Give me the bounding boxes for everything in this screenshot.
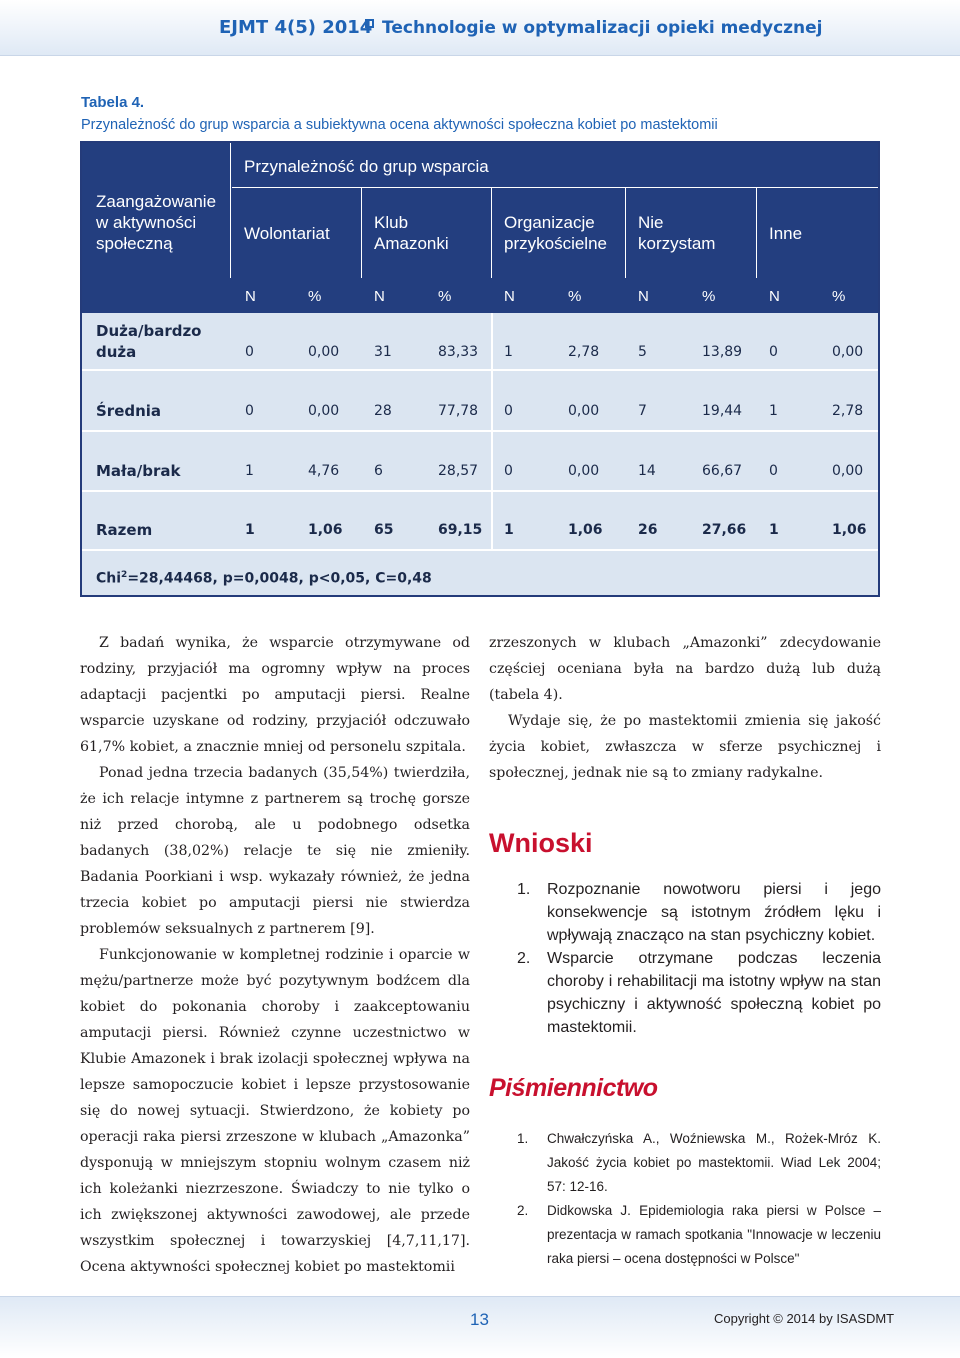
corner-header xyxy=(82,143,231,278)
column-header-line: Organizacje xyxy=(504,213,595,232)
column-header-inne xyxy=(756,188,878,278)
column-header-line: Wolontariat xyxy=(244,223,330,243)
table-cell: 1,06 xyxy=(832,522,867,538)
conclusions-heading: Wnioski xyxy=(489,828,593,858)
column-header-wolontariat xyxy=(232,188,361,278)
row-label-line: duża xyxy=(96,343,137,361)
paragraph: zrzeszonych w klubach „Amazonki” zdecydowanie częściej oceniana była na bardzo dużą lub dużą (tabela 4). xyxy=(489,635,881,703)
table-cell: 0 xyxy=(504,463,513,479)
unit-label: % xyxy=(568,288,582,305)
column-header-klub-amazonki xyxy=(361,188,491,278)
row-label: Mała/brak xyxy=(96,462,181,480)
table-cell: 5 xyxy=(638,344,647,360)
corner-header-line: Zaangażowanie xyxy=(96,192,217,211)
column-header-line: Nie xyxy=(638,213,664,232)
conclusions-list xyxy=(517,878,881,1039)
table-cell: 0 xyxy=(245,403,254,419)
table-cell: 6 xyxy=(374,463,383,479)
stat-values: =28,44468, p=0,0048, p<0,05, C=0,48 xyxy=(127,570,432,587)
table-cell: 66,67 xyxy=(702,463,743,479)
row-label: Razem xyxy=(96,521,153,539)
table-cell: 0,00 xyxy=(568,403,600,419)
column-header-line: korzystam xyxy=(638,234,716,253)
list-number: 2. xyxy=(517,950,531,967)
table-cell: 19,44 xyxy=(702,403,743,419)
table-row xyxy=(82,374,878,432)
table-cell: 1 xyxy=(504,522,514,538)
reference-item xyxy=(517,1199,881,1271)
table-caption: Przynależność do grup wsparcia a subiektywna ocena aktywności społeczna kobiet po mastektomii xyxy=(81,117,718,133)
table-cell: 28 xyxy=(374,403,392,419)
column-header-line: Amazonki xyxy=(374,234,449,253)
page-number: 13 xyxy=(470,1310,489,1329)
table-cell: 26 xyxy=(638,522,658,538)
table-row-total xyxy=(82,493,878,551)
column-header-line: Inne xyxy=(769,223,803,243)
table-cell: 0,00 xyxy=(832,463,864,479)
chi-square-result xyxy=(96,570,432,587)
table-cell: 27,66 xyxy=(702,522,747,538)
corner-header-line: społeczną xyxy=(96,234,173,253)
journal-subtitle: Technologie w optymalizacji opieki medycznej xyxy=(382,18,823,38)
paragraph: Wydaje się, że po mastektomii zmienia się jakość życia kobiet, zwłaszcza w sferze psychicznej i społecznej, jednak nie są to zmiany radykalne. xyxy=(489,713,881,781)
reference-number: 2. xyxy=(517,1203,529,1218)
table-cell: 0 xyxy=(504,403,513,419)
table-cell: 65 xyxy=(374,522,394,538)
paragraph: Funkcjonowanie w kompletnej rodzinie i oparcie w mężu/partnerze może być pozytywnym bodźcem dla kobiet do pokonania choroby i zaakceptowaniu amputacji piersi. Również czynne uczestnictwo w Klubie Amazonek i brak izolacji społecznej wpływa na lepsze samopoczucie kobiet i lepsze przystosowanie się do nowej sytuacji. Stwierdzono, że kobiety po operacji raka piersi zrzeszone w klubach „Amazonka” dysponują w mniejszym stopniu wolnym czasem niż ich koleżanki niezrzeszone. Świadczy to nie tylko o ich zwiększonej aktywności zawodowej, ale przede wszystkim społecznej i towarzyskiej [4,7,11,17]. Ocena aktywności społecznej kobiet po mastektomii xyxy=(80,947,470,1275)
table-cell: 1 xyxy=(245,463,254,479)
copyright-notice: Copyright © 2014 by ISASDMT xyxy=(714,1311,895,1326)
list-item xyxy=(517,878,881,947)
table-cell: 14 xyxy=(638,463,656,479)
table-cell: 69,15 xyxy=(438,522,483,538)
table-cell: 2,78 xyxy=(568,344,600,360)
unit-label: N xyxy=(504,288,515,305)
table-cell: 83,33 xyxy=(438,344,479,360)
unit-label: % xyxy=(702,288,716,305)
table-cell: 0 xyxy=(769,344,778,360)
separator-square-icon xyxy=(365,19,374,28)
table-cell: 0,00 xyxy=(568,463,600,479)
table-cell: 1 xyxy=(769,522,779,538)
table-cell: 1,06 xyxy=(568,522,603,538)
paragraph: Z badań wynika, że wsparcie otrzymywane od rodziny, przyjaciół ma ogromny wpływ na proces adaptacji pacjentki po amputacji piersi. Realne wsparcie uzyskane od rodziny, przyjaciół odczuwało 61,7% kobiet, a znacznie mniej od personelu szpitala. xyxy=(80,635,470,755)
unit-label: N xyxy=(374,288,385,305)
unit-label: % xyxy=(438,288,452,305)
unit-label: % xyxy=(308,288,322,305)
references-heading: Piśmiennictwo xyxy=(489,1074,658,1102)
unit-label: N xyxy=(769,288,780,305)
column-divider xyxy=(491,313,493,551)
table-cell: 31 xyxy=(374,344,392,360)
table-cell: 1 xyxy=(769,403,778,419)
row-label-line: Duża/bardzo xyxy=(96,322,202,340)
table-cell: 0 xyxy=(769,463,778,479)
table-cell: 0,00 xyxy=(308,403,340,419)
column-header-line: Klub xyxy=(374,213,409,232)
list-number: 1. xyxy=(517,881,531,898)
table-label: Tabela 4. xyxy=(81,94,145,111)
references-list xyxy=(517,1127,881,1271)
table-cell: 0,00 xyxy=(308,344,340,360)
list-item xyxy=(517,947,881,1039)
row-label xyxy=(96,321,202,363)
table-cell: 4,76 xyxy=(308,463,340,479)
unit-label: N xyxy=(638,288,649,305)
table-cell: 13,89 xyxy=(702,344,743,360)
column-header-organizacje xyxy=(491,188,625,278)
support-groups-table xyxy=(80,141,880,597)
reference-number: 1. xyxy=(517,1131,529,1146)
column-header-nie-korzystam xyxy=(625,188,756,278)
table-cell: 0 xyxy=(245,344,254,360)
list-text: Wsparcie otrzymane podczas leczenia choroby i rehabilitacji ma istotny wpływ na stan psychiczny i aktywność społeczną kobiet po mastektomii. xyxy=(547,950,881,1036)
body-left-column xyxy=(80,630,470,1280)
unit-label: % xyxy=(832,288,846,305)
table-cell: 2,78 xyxy=(832,403,864,419)
table-cell: 1 xyxy=(504,344,513,360)
body-right-column xyxy=(489,630,881,786)
list-text: Rozpoznanie nowotworu piersi i jego konsekwencje są istotnym źródłem lęku i wpływają znacząco na stan psychiczny kobiet. xyxy=(547,881,881,944)
table-cell: 77,78 xyxy=(438,403,479,419)
table-row xyxy=(82,434,878,492)
table-cell: 1 xyxy=(245,522,255,538)
table-cell: 0,00 xyxy=(832,344,864,360)
row-label: Średnia xyxy=(96,402,162,420)
paragraph: Ponad jedna trzecia badanych (35,54%) twierdziła, że ich relacje intymne z partnerem są trochę gorsze niż przed chorobą, ale u podobnego odsetka badanych (38,02%) relacje te się nie zmieniły. Badania Poorkiani i wsp. wykazały również, że jedna trzecia kobiet po amputacji piersi nie stwierdza problemów seksualnych z partnerem [9]. xyxy=(80,765,470,937)
units-row xyxy=(82,278,878,313)
unit-label: N xyxy=(245,288,256,305)
group-header: Przynależność do grup wsparcia xyxy=(232,143,878,188)
table-cell: 28,57 xyxy=(438,463,479,479)
table-cell: 1,06 xyxy=(308,522,343,538)
table-row xyxy=(82,313,878,371)
reference-text: Chwałczyńska A., Woźniewska M., Rożek-Mróz K. Jakość życia kobiet po mastektomii. Wiad Lek 2004; 57: 12-16. xyxy=(547,1131,881,1194)
journal-title: EJMT 4(5) 2014 xyxy=(219,17,373,38)
reference-item xyxy=(517,1127,881,1199)
reference-text: Didkowska J. Epidemiologia raka piersi w Polsce – prezentacja w ramach spotkania "Innowacje w leczeniu raka piersi – ocena dostępności w Polsce" xyxy=(547,1203,881,1266)
column-header-line: przykościelne xyxy=(504,234,607,253)
table-cell: 7 xyxy=(638,403,647,419)
corner-header-line: w aktywności xyxy=(96,213,197,232)
stat-superscript: 2 xyxy=(121,570,128,580)
stat-prefix: Chi xyxy=(96,570,122,587)
